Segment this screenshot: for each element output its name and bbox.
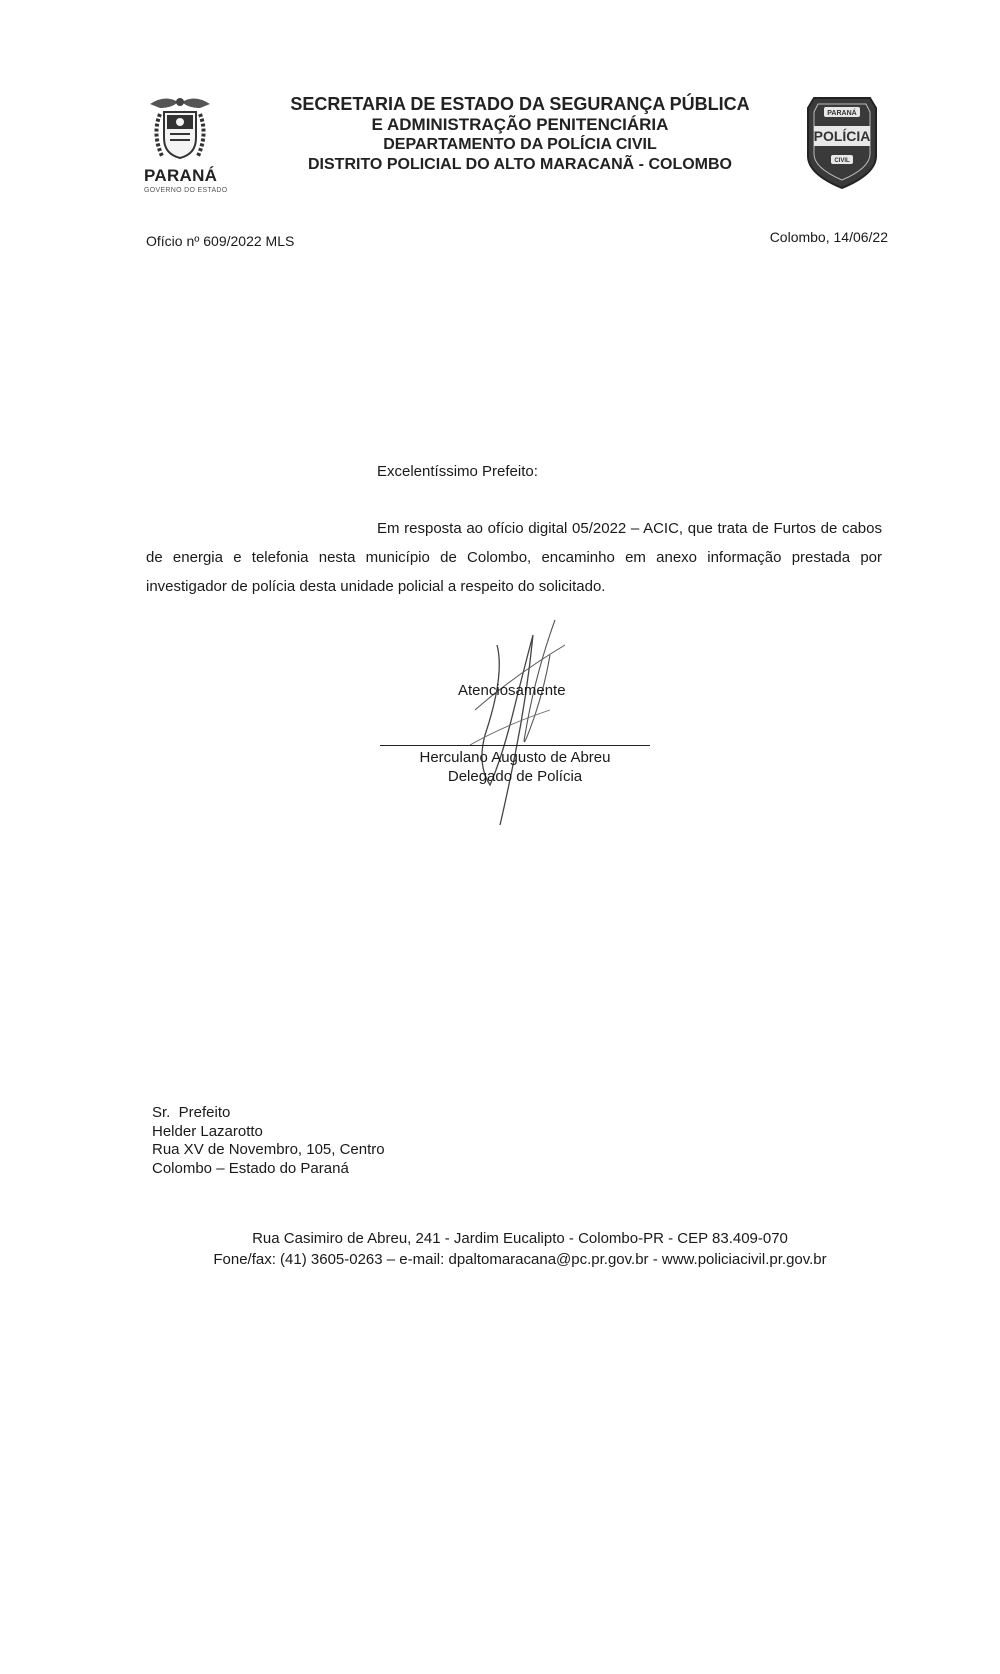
signature-line [380, 745, 650, 746]
signer-block [380, 748, 650, 786]
parana-coat-of-arms-icon [140, 94, 220, 166]
letter-body-text: Em resposta ao ofício digital 05/2022 – ACIC, que trata de Furtos de cabos de energia e telefonia nesta município de Colombo, encaminho em anexo informação prestada por investigador de polícia desta unidade policial a respeito do solicitado. [146, 520, 882, 595]
state-logo-subtitle: GOVERNO DO ESTADO [144, 187, 228, 194]
letterhead-line-1: SECRETARIA DE ESTADO DA SEGURANÇA PÚBLICA [290, 94, 750, 114]
badge-bottom-text: CIVIL [834, 158, 850, 164]
recipient-block [152, 1104, 385, 1178]
letterhead-line-4: DISTRITO POLICIAL DO ALTO MARACANÃ - COLOMBO [308, 156, 732, 173]
document-reference: Ofício nº 609/2022 MLS [146, 233, 295, 249]
recipient-line-3: Rua XV de Novembro, 105, Centro [152, 1141, 385, 1158]
closing: Atenciosamente [458, 682, 566, 699]
recipient-line-2: Helder Lazarotto [152, 1122, 263, 1140]
footer-contact: Fone/fax: (41) 3605-0263 – e-mail: dpaltomaracana@pc.pr.gov.br - www.policiacivil.pr.gov.br [213, 1251, 827, 1268]
badge-main-text: POLÍCIA [813, 128, 871, 144]
document-date: Colombo, 14/06/22 [769, 229, 888, 245]
handwritten-signature [455, 615, 605, 835]
signer-name: Herculano Augusto de Abreu [419, 749, 611, 766]
footer-address: Rua Casimiro de Abreu, 241 - Jardim Eucalipto - Colombo-PR - CEP 83.409-070 [252, 1230, 788, 1247]
footer [140, 1228, 900, 1270]
recipient-line-1: Sr. Prefeito [152, 1104, 231, 1121]
letterhead-line-3: DEPARTAMENTO DA POLÍCIA CIVIL [383, 136, 657, 153]
policia-civil-badge [806, 94, 878, 190]
letterhead-line-2: E ADMINISTRAÇÃO PENITENCIÁRIA [371, 115, 669, 134]
badge-top-text: PARANÁ [827, 110, 857, 117]
parana-state-logo [140, 94, 240, 204]
letter-body [146, 514, 882, 601]
policia-civil-badge-icon [806, 94, 878, 190]
salutation: Excelentíssimo Prefeito: [377, 463, 538, 480]
letterhead [250, 94, 790, 175]
signer-title: Delegado de Polícia [447, 768, 583, 785]
recipient-line-4: Colombo – Estado do Paraná [152, 1159, 349, 1177]
state-logo-word: PARANÁ [144, 166, 218, 185]
